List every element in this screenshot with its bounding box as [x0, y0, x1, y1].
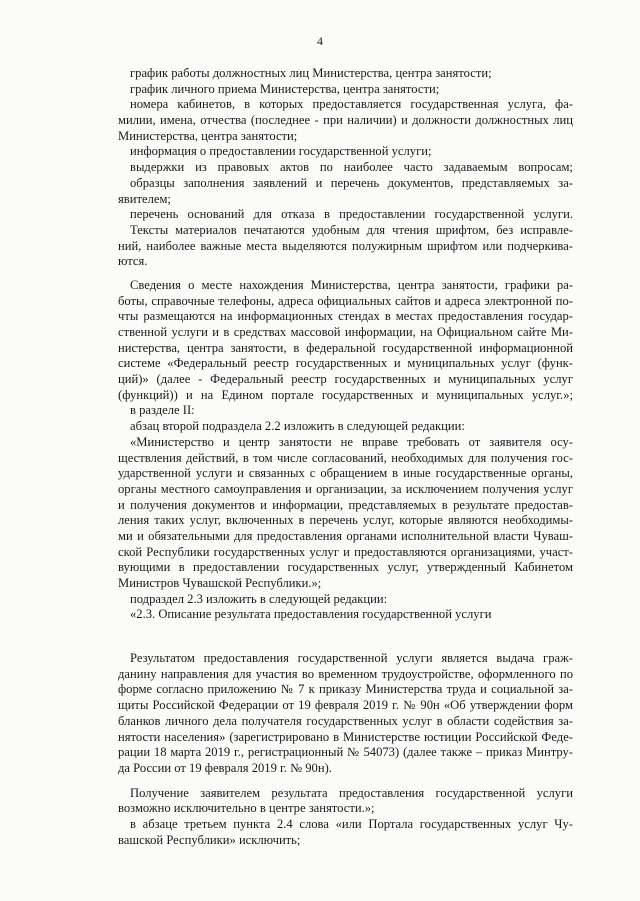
text-line: системе «Федеральный реестр государственных и муниципальных услуг (функ- — [118, 356, 573, 371]
page-number: 4 — [317, 34, 323, 48]
text-line: ударственной услуги и связанных с обращением в иные государственные органы, — [118, 466, 573, 481]
text-line: и получения документов и информации, представляемых в результате предостав- — [118, 497, 573, 512]
text-line: ской Республики государственных услуг и предоставляются организациями, участ- — [118, 544, 573, 559]
text-line: информация о предоставлении государственной услуги; — [130, 144, 432, 159]
text-line: органы местного самоуправления и организации, за исключением получения услуг — [118, 481, 573, 496]
paragraph-gap — [118, 623, 573, 651]
text-line: нистерства, центра занятости, в федеральной государственной информационной — [118, 340, 573, 355]
text-line: выдержки из правовых актов по наиболее часто задаваемым вопросам; — [130, 160, 573, 175]
text-line: перечень оснований для отказа в предоставлении государственной услуги. — [130, 207, 573, 222]
text-line: ления таких услуг, включенных в перечень услуг, которые являются необходимы- — [118, 513, 573, 528]
text-line: данину направления для участия во временном трудоустройстве, оформленного по — [118, 666, 573, 681]
paragraph-gap — [118, 270, 573, 278]
text-line: форме согласно приложению № 7 к приказу Министерства труда и социальной за- — [118, 682, 573, 697]
text-line: подраздел 2.3 изложить в следующей редакции: — [130, 591, 388, 606]
text-line: ний, наиболее важные места выделяются полужирным шрифтом или подчеркива- — [118, 238, 573, 253]
text-line: график личного приема Министерства, центра занятости; — [130, 81, 440, 96]
text-line: ми и обязательными для предоставления органами исполнительной власти Чуваш- — [118, 528, 573, 543]
text-line: (функций)) и на Едином портале государственных и муниципальных услуг.»; — [118, 387, 573, 402]
text-line: боты, справочные телефоны, адреса официальных сайтов и адреса электронной по- — [118, 293, 573, 308]
text-line: график работы должностных лиц Министерства, центра занятости; — [130, 66, 492, 80]
text-line: вующими в предоставлении государственных услуг, утвержденный Кабинетом — [118, 560, 573, 575]
text-line: щиты Российской Федерации от 19 февраля 2019 г. № 90н «Об утверждении форм — [118, 698, 573, 713]
text-line: Получение заявителем результата предоставления государственной услуги — [130, 785, 573, 800]
text-line: ются. — [118, 254, 148, 269]
text-line: возможно исключительно в центре занятости.»; — [118, 801, 375, 816]
text-line: нятости населения» (зарегистрировано в Министерстве юстиции Российской Феде- — [118, 729, 573, 744]
text-line: чты размещаются на информационных стендах в местах предоставления государ- — [118, 309, 573, 324]
subsection-heading: «2.3. Описание результата предоставления государственной услуги — [130, 607, 492, 622]
text-line: Сведения о месте нахождения Министерства, центра занятости, графики ра- — [130, 277, 573, 292]
text-line: в абзаце третьем пункта 2.4 слова «или Портала государственных услуг Чу- — [130, 816, 573, 831]
text-line: в разделе II: — [130, 403, 195, 418]
text-line: вашской Республики» исключить; — [118, 832, 301, 847]
text-line: Тексты материалов печатаются удобным для чтения шрифтом, без исправле- — [130, 222, 573, 237]
text-line: Министерства, центра занятости; — [118, 128, 298, 143]
text-line: ственной услуги и в средствах массовой информации, на Официальном сайте Ми- — [118, 325, 573, 339]
text-line: «Министерство и центр занятости не вправе требовать от заявителя осу- — [130, 434, 573, 449]
text-line: Результатом предоставления государственной услуги является выдача граж- — [130, 651, 573, 666]
text-line: милии, имена, отчества (последнее - при наличии) и должности должностных лиц — [118, 113, 573, 128]
text-line: да России от 19 февраля 2019 г. № 90н). — [118, 760, 332, 775]
document-body — [118, 66, 573, 848]
text-line: образцы заполнения заявлений и перечень документов, представляемых за- — [130, 175, 573, 190]
text-line: бланков личного дела получателя государственных услуг в области содействия за- — [118, 713, 573, 728]
text-line: ществления действий, в том числе согласований, необходимых для получения гос- — [118, 450, 573, 465]
paragraph-gap — [118, 777, 573, 786]
text-line: абзац второй подраздела 2.2 изложить в следующей редакции: — [130, 419, 465, 434]
text-line: номера кабинетов, в которых предоставляется государственная услуга, фа- — [130, 97, 573, 112]
text-line: явителем; — [118, 191, 171, 206]
text-line: ций)» (далее - Федеральный реестр государственных и муниципальных услуг — [118, 372, 573, 387]
text-line: рации 18 марта 2019 г., регистрационный № 54073) (далее также – приказ Минтру- — [118, 745, 573, 760]
text-line: Министров Чувашской Республики.»; — [118, 576, 322, 590]
